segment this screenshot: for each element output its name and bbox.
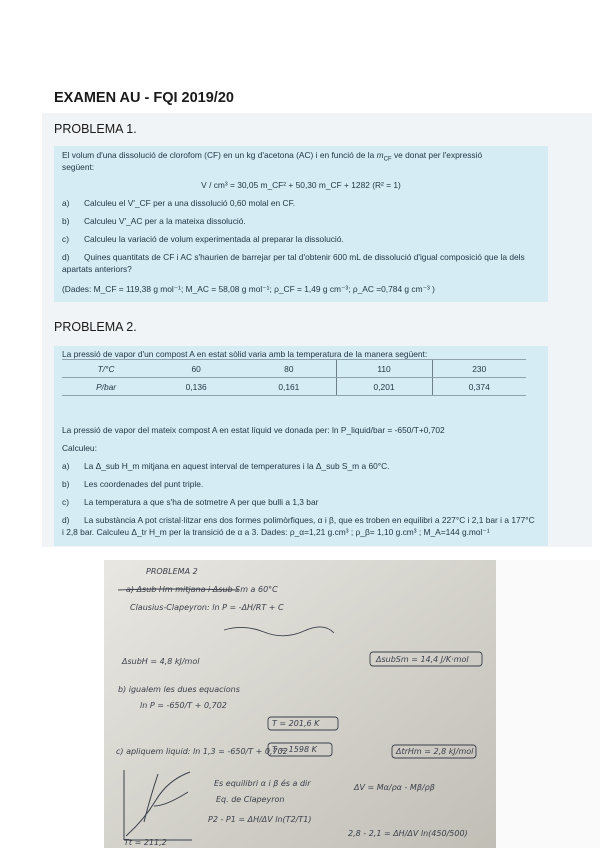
table-cell: 0,161 bbox=[242, 378, 336, 396]
photo-margin bbox=[496, 560, 600, 848]
handwriting-c-result2: ΔtrHm = 2,8 kJ/mol bbox=[396, 747, 474, 756]
problem2-liquid-equation: La pressió de vapor del mateix compost A en estat líquid ve donada per: ln P_liquid/bar = -650/T+0,702 bbox=[62, 425, 445, 435]
problem1-question-c: c) Calculeu la variació de volum experimentada al preparar la dissolució. bbox=[62, 234, 344, 244]
problem2-calculeu: Calculeu: bbox=[62, 443, 97, 453]
handwritten-solution-photo bbox=[104, 560, 496, 848]
problem1-intro-cont: següent: bbox=[62, 162, 95, 172]
handwriting-header: PROBLEMA 2 bbox=[146, 567, 198, 576]
handwriting-b-result: T = 201,6 K bbox=[272, 719, 320, 728]
exam-title: EXAMEN AU - FQI 2019/20 bbox=[54, 90, 234, 106]
problem2-statement bbox=[54, 346, 548, 546]
problem2-question-d: d) La substància A pot cristal·litzar ens dos formes polimòrfiques, α i β, que es troben en equilibri a 227°C i 2,1 bar i a 177°C i 2,8 bar. Calculeu Δ_tr H_m per la transició de α a 3. Dades: ρ_α=1,21 g.cm³ ; ρ_β= 1,10 g.cm³ ; M_A=144 g.mol⁻¹ bbox=[62, 515, 535, 537]
problem2-question-c: c) La temperatura a que s'ha de sotmetre A per que bulli a 1,3 bar bbox=[62, 497, 319, 507]
problem2-question-a: a) La Δ_sub H_m mitjana en aquest interval de temperatures i la Δ_sub S_m a 60°C. bbox=[62, 461, 390, 471]
handwriting-a3: ΔsubH = 4,8 kJ/mol bbox=[122, 657, 200, 666]
handwriting-graph-label: Tt = 211,2 bbox=[124, 838, 167, 847]
problem1-statement bbox=[54, 146, 548, 302]
problem1-title: PROBLEMA 1. bbox=[54, 122, 137, 136]
handwriting-d4: ΔV = Mα/ρα - Mβ/ρβ bbox=[354, 783, 435, 792]
problem1-equation: V / cm³ = 30,05 m_CF² + 50,30 m_CF + 1282 (R² = 1) bbox=[201, 180, 401, 190]
handwriting-d2: Eq. de Clapeyron bbox=[216, 795, 285, 804]
handwriting-b1: b) igualem les dues equacions bbox=[118, 685, 240, 694]
handwriting-a2: Clausius-Clapeyron: ln P = -ΔH/RT + C bbox=[130, 603, 284, 612]
problem1-question-b: b) Calculeu V'_AC per a la mateixa dissolució. bbox=[62, 216, 246, 226]
table-cell: 230 bbox=[432, 360, 526, 378]
problem1-question-a: a) Calculeu el V'_CF per a una dissolució 0,60 molal en CF. bbox=[62, 198, 296, 208]
table-cell: 110 bbox=[336, 360, 432, 378]
table-row bbox=[62, 360, 526, 378]
handwriting-c1: c) apliquem liquid: ln 1,3 = -650/T + 0,702 bbox=[116, 747, 288, 756]
table-row bbox=[62, 378, 526, 396]
vapor-pressure-table bbox=[62, 359, 526, 396]
table-cell: 0,374 bbox=[432, 378, 526, 396]
table-cell: 60 bbox=[150, 360, 242, 378]
problem2-intro: La pressió de vapor d'un compost A en estat sòlid varia amb la temperatura de la manera següent: bbox=[62, 349, 428, 359]
problem2-question-b: b) Les coordenades del punt triple. bbox=[62, 479, 204, 489]
problem1-question-d: d) Quines quantitats de CF i AC s'haurien de barrejar per tal d'obtenir 600 mL de dissolució d'igual composició que la dels apartats anteriors? bbox=[62, 252, 525, 274]
handwriting-d5: 2,8 - 2,1 = ΔH/ΔV ln(450/500) bbox=[348, 829, 468, 838]
table-cell: 0,201 bbox=[336, 378, 432, 396]
handwriting-a-result2: ΔsubSm = 14,4 J/K·mol bbox=[376, 655, 469, 664]
handwriting-b2: ln P = -650/T + 0,702 bbox=[140, 701, 227, 710]
problem2-title: PROBLEMA 2. bbox=[54, 320, 137, 334]
table-header-pressure: P/bar bbox=[62, 378, 150, 396]
problem1-data: (Dades: M_CF = 119,38 g mol⁻¹; M_AC = 58,08 g mol⁻¹; ρ_CF = 1,49 g cm⁻³; ρ_AC =0,784 g cm⁻³ ) bbox=[62, 284, 435, 294]
handwriting-a1: a) Δsub Hm mitjana i Δsub Sm a 60°C bbox=[126, 585, 278, 594]
handwriting-c-result: T = 1598 K bbox=[272, 745, 317, 754]
handwriting-d1: Es equilibri α i β és a dir bbox=[214, 779, 311, 788]
problem1-intro: El volum d'una dissolució de clorofom (CF) en un kg d'acetona (AC) i en funció de la $m_{CF}$ ve donat per l'expressió bbox=[62, 150, 483, 163]
handwriting-d3: P2 - P1 = ΔH/ΔV ln(T2/T1) bbox=[208, 815, 312, 824]
table-cell: 0,136 bbox=[150, 378, 242, 396]
table-header-temperature: T/°C bbox=[62, 360, 150, 378]
table-cell: 80 bbox=[242, 360, 336, 378]
